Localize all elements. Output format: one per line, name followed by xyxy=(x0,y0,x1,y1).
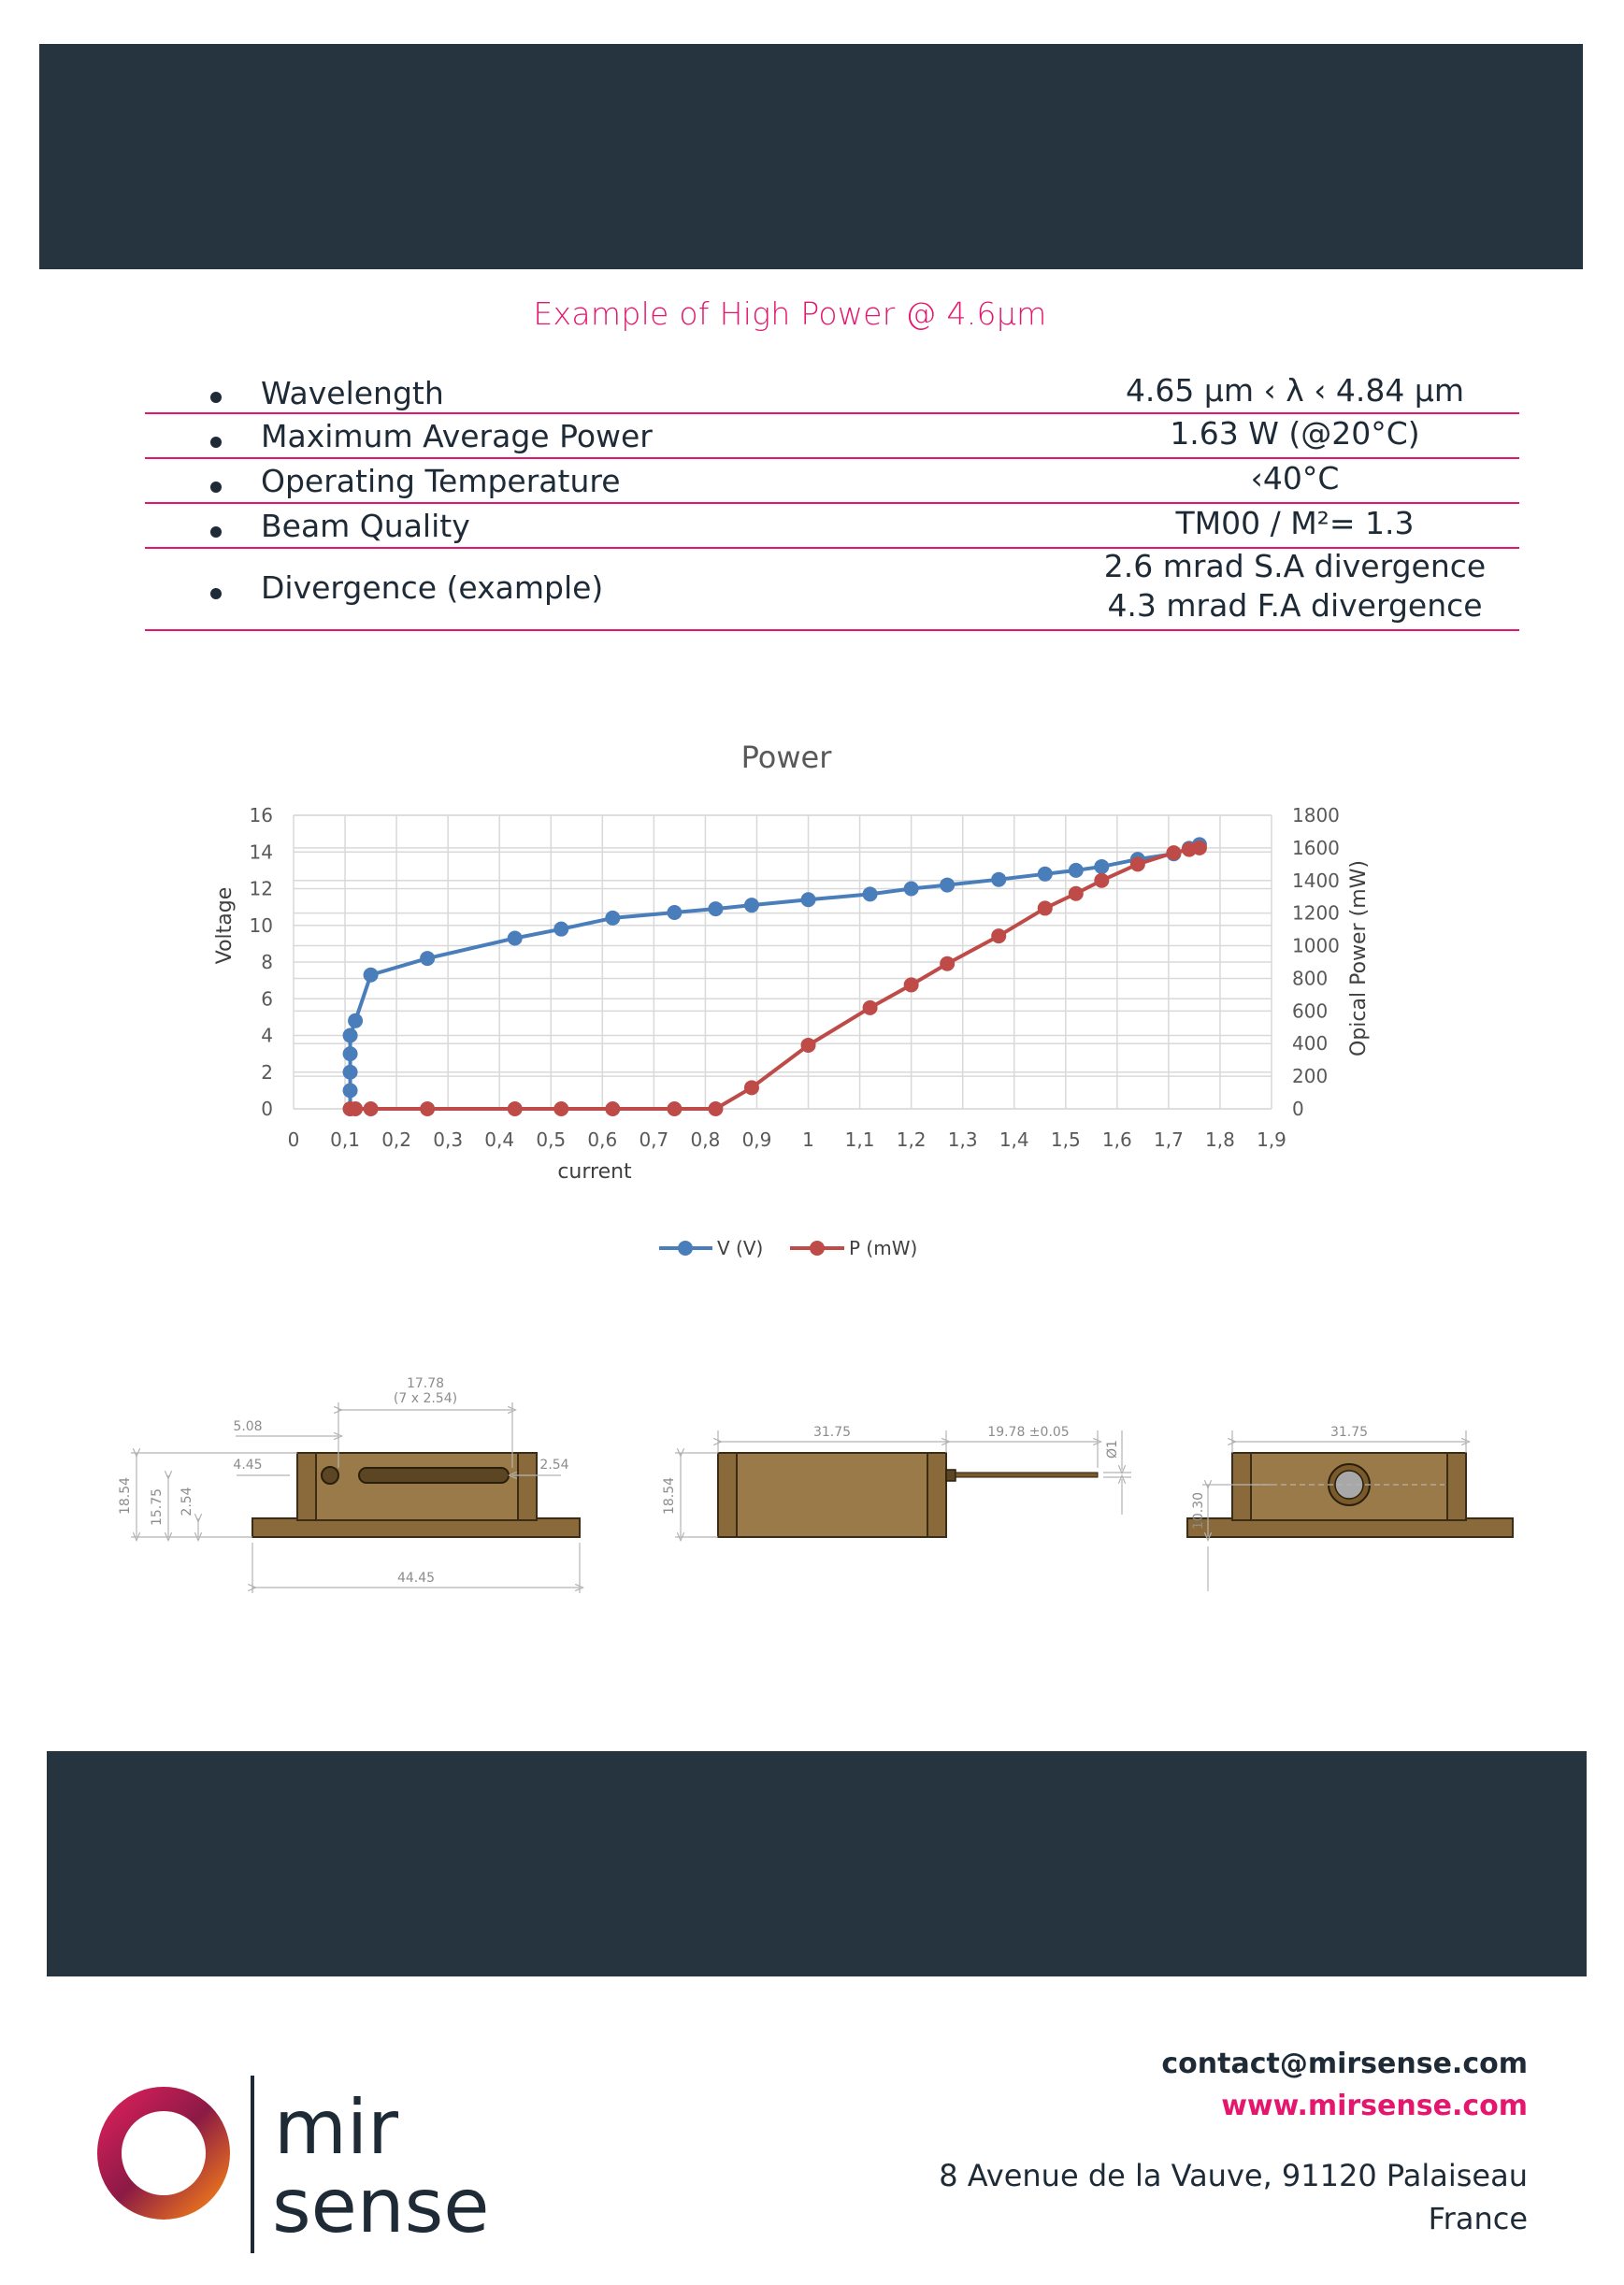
side-view xyxy=(675,1430,1131,1537)
data-point-voltage xyxy=(940,878,955,893)
data-point-power xyxy=(508,1101,523,1116)
data-point-voltage xyxy=(420,951,435,966)
data-point-voltage xyxy=(1069,863,1084,878)
data-point-voltage xyxy=(744,898,759,913)
data-point-power xyxy=(708,1101,723,1116)
x-tick-label: 1 xyxy=(802,1128,814,1151)
chart-title: Power xyxy=(740,740,832,775)
y-tick-label: 6 xyxy=(261,987,273,1011)
data-point-voltage xyxy=(708,901,723,916)
bullet-icon xyxy=(210,481,222,493)
back-view xyxy=(1187,1430,1513,1591)
spec-row-divergence xyxy=(145,549,1519,631)
front-pin-hole xyxy=(322,1467,338,1484)
y-tick-label: 4 xyxy=(261,1024,273,1047)
data-point-voltage xyxy=(801,892,816,907)
data-point-power xyxy=(1094,873,1109,888)
spec-row-wavelength xyxy=(145,369,1519,414)
contact-block xyxy=(939,2048,1528,2236)
x-tick-label: 0,2 xyxy=(381,1128,412,1151)
dim-phi1: Ø1 xyxy=(1105,1440,1120,1459)
contact-email-link[interactable]: contact@mirsense.com xyxy=(1161,2048,1528,2080)
x-tick-label: 1,9 xyxy=(1257,1128,1286,1151)
data-point-power xyxy=(863,1000,878,1015)
data-point-power xyxy=(348,1101,363,1116)
y2-tick-label: 1200 xyxy=(1292,901,1340,925)
data-point-power xyxy=(801,1038,816,1053)
logo-svg xyxy=(89,2071,556,2258)
y-axis-label: Voltage xyxy=(213,886,237,965)
dim-5-08: 5.08 xyxy=(233,1419,263,1434)
spec-label: Beam Quality xyxy=(261,508,470,544)
data-point-power xyxy=(904,977,919,992)
footer-band xyxy=(47,1751,1587,1976)
x-tick-label: 1,8 xyxy=(1205,1128,1235,1151)
front-connector-strip xyxy=(359,1468,509,1483)
data-point-voltage xyxy=(904,882,919,897)
data-point-voltage xyxy=(343,1083,358,1098)
y-tick-label: 10 xyxy=(249,913,273,937)
dim-31-75-side: 31.75 xyxy=(812,1425,852,1440)
x-tick-label: 0 xyxy=(287,1128,300,1151)
data-point-power xyxy=(1038,900,1053,915)
data-point-voltage xyxy=(348,1013,363,1028)
dim-7x254: (7 x 2.54) xyxy=(393,1391,458,1406)
data-point-power xyxy=(1166,845,1181,860)
data-point-power xyxy=(1069,886,1084,901)
x-tick-label: 0,3 xyxy=(433,1128,464,1151)
front-body xyxy=(297,1453,537,1520)
dim-4-45: 4.45 xyxy=(233,1458,263,1473)
x-tick-label: 0,6 xyxy=(587,1128,618,1151)
dim-2-54-top: 2.54 xyxy=(539,1458,569,1473)
y-tick-label: 14 xyxy=(249,841,273,864)
data-point-power xyxy=(667,1101,682,1116)
data-point-voltage xyxy=(343,1028,358,1043)
side-pin xyxy=(956,1473,1098,1477)
x-tick-label: 0,1 xyxy=(330,1128,360,1151)
data-point-power xyxy=(605,1101,620,1116)
front-view xyxy=(131,1402,580,1593)
data-point-voltage xyxy=(343,1046,358,1061)
side-flange-left xyxy=(718,1453,737,1537)
x-tick-label: 0,5 xyxy=(536,1128,567,1151)
y2-tick-label: 1000 xyxy=(1292,934,1340,957)
dim-44-45: 44.45 xyxy=(396,1571,436,1586)
dim-15-75: 15.75 xyxy=(150,1487,165,1527)
legend-p-label: P (mW) xyxy=(849,1237,918,1259)
y2-tick-label: 400 xyxy=(1292,1032,1329,1056)
spec-label: Wavelength xyxy=(261,375,444,411)
spec-value: 1.63 W (@20°C) xyxy=(1170,415,1420,452)
spec-row-temperature xyxy=(145,459,1519,504)
spec-value: TM00 / M²= 1.3 xyxy=(1175,505,1415,541)
y-tick-label: 0 xyxy=(261,1098,273,1120)
y2-tick-label: 200 xyxy=(1292,1065,1329,1088)
dim-31-75-back: 31.75 xyxy=(1329,1425,1369,1440)
x-tick-label: 1,7 xyxy=(1153,1128,1184,1151)
y2-tick-label: 1800 xyxy=(1292,804,1340,826)
spec-value-2: 4.3 mrad F.A divergence xyxy=(1107,587,1483,624)
spec-label: Maximum Average Power xyxy=(261,418,653,454)
spec-label: Operating Temperature xyxy=(261,463,621,499)
dim-18-54-side: 18.54 xyxy=(662,1476,677,1516)
back-flange-right xyxy=(1447,1453,1466,1520)
data-point-power xyxy=(364,1101,379,1116)
y-tick-label: 16 xyxy=(249,804,273,826)
spec-value: ‹40°C xyxy=(1250,460,1340,496)
data-point-voltage xyxy=(343,1065,358,1080)
dim-19-78: 19.78 ±0.05 xyxy=(987,1425,1070,1440)
data-point-power xyxy=(1130,856,1145,871)
contact-website-link[interactable]: www.mirsense.com xyxy=(1221,2090,1528,2122)
power-chart xyxy=(187,729,1402,1272)
spec-label: Divergence (example) xyxy=(261,569,604,606)
side-flange-right xyxy=(927,1453,946,1537)
spec-table xyxy=(145,369,1519,631)
dim-18-54-front: 18.54 xyxy=(118,1476,133,1516)
x-tick-label: 0,4 xyxy=(484,1128,515,1151)
logo-ring-icon xyxy=(109,2099,218,2207)
data-point-power xyxy=(553,1101,568,1116)
legend-v-label: V (V) xyxy=(717,1237,764,1259)
legend-v-marker xyxy=(678,1241,693,1256)
data-point-voltage xyxy=(863,886,878,901)
data-point-power xyxy=(744,1080,759,1095)
x-tick-label: 1,4 xyxy=(999,1128,1029,1151)
spec-row-beam-quality xyxy=(145,504,1519,549)
back-flange-left xyxy=(1232,1453,1251,1520)
spec-title: Example of High Power @ 4.6μm xyxy=(533,295,1047,332)
y2-tick-label: 1600 xyxy=(1292,836,1340,859)
data-point-voltage xyxy=(364,968,379,983)
x-tick-label: 0,7 xyxy=(639,1128,669,1151)
side-pin-base xyxy=(946,1470,956,1481)
chart-svg xyxy=(187,729,1402,1272)
bullet-icon xyxy=(210,437,222,448)
logo-text-top: mir xyxy=(274,2084,399,2171)
data-point-voltage xyxy=(1094,859,1109,874)
company-logo xyxy=(89,2071,556,2258)
data-point-voltage xyxy=(991,872,1006,887)
x-tick-label: 0,9 xyxy=(741,1128,772,1151)
y2-tick-label: 800 xyxy=(1292,967,1329,990)
y-tick-label: 12 xyxy=(249,877,273,900)
bullet-icon xyxy=(210,588,222,599)
data-point-voltage xyxy=(667,905,682,920)
y2-axis-label: Opical Power (mW) xyxy=(1347,860,1371,1056)
header-band xyxy=(39,44,1583,269)
x-tick-label: 1,3 xyxy=(947,1128,978,1151)
x-axis-label: current xyxy=(557,1160,632,1184)
x-tick-label: 1,1 xyxy=(844,1128,875,1151)
data-point-voltage xyxy=(508,930,523,945)
logo-divider xyxy=(251,2076,254,2253)
legend-p-marker xyxy=(810,1241,825,1256)
x-tick-label: 1,6 xyxy=(1101,1128,1132,1151)
side-body xyxy=(718,1453,946,1537)
contact-country: France xyxy=(1428,2201,1528,2236)
x-tick-label: 0,8 xyxy=(690,1128,721,1151)
chart-series xyxy=(343,837,1207,1116)
data-point-power xyxy=(1192,841,1207,855)
dim-2-54-side: 2.54 xyxy=(180,1487,194,1516)
front-flange-left xyxy=(297,1453,316,1520)
data-point-voltage xyxy=(1038,867,1053,882)
bullet-icon xyxy=(210,392,222,403)
chart-legend xyxy=(659,1237,917,1259)
spec-value: 2.6 mrad S.A divergence xyxy=(1103,548,1487,584)
y2-tick-label: 1400 xyxy=(1292,869,1340,892)
y-tick-label: 8 xyxy=(261,951,273,973)
spec-row-max-power xyxy=(145,414,1519,459)
x-tick-label: 1,2 xyxy=(896,1128,927,1151)
y2-tick-label: 600 xyxy=(1292,999,1329,1023)
mechanical-drawings xyxy=(103,1374,1543,1702)
data-point-power xyxy=(940,956,955,971)
x-tick-label: 1,5 xyxy=(1050,1128,1081,1151)
contact-address: 8 Avenue de la Vauve, 91120 Palaiseau xyxy=(939,2158,1528,2193)
data-point-power xyxy=(991,928,1006,943)
drawings-svg xyxy=(103,1374,1543,1702)
dim-17-78: 17.78 xyxy=(406,1376,445,1391)
data-point-voltage xyxy=(605,911,620,926)
y-tick-label: 2 xyxy=(261,1060,273,1084)
data-point-voltage xyxy=(553,922,568,937)
bullet-icon xyxy=(210,526,222,538)
front-flange-right xyxy=(518,1453,537,1520)
logo-text-bottom: sense xyxy=(272,2163,490,2249)
y2-tick-label: 0 xyxy=(1292,1098,1304,1120)
dim-10-30: 10.30 xyxy=(1191,1491,1206,1531)
data-point-power xyxy=(420,1101,435,1116)
spec-value: 4.65 μm ‹ λ ‹ 4.84 μm xyxy=(1125,372,1465,409)
